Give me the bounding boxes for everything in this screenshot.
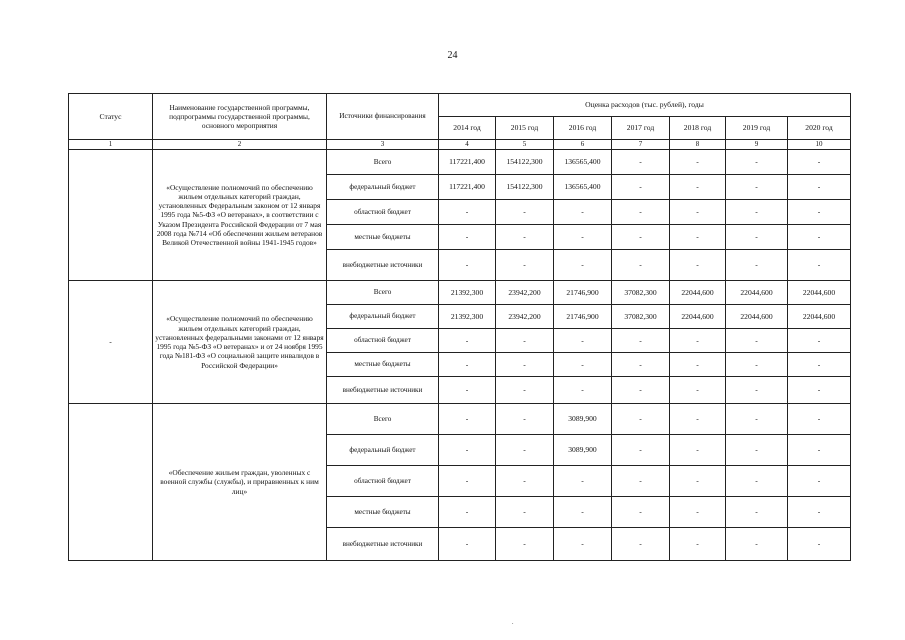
value-cell: - (554, 377, 612, 404)
funding-source-cell: внебюджетные источники (327, 528, 439, 561)
value-cell: - (612, 435, 670, 466)
value-cell: - (670, 175, 726, 200)
value-cell: 23942,200 (496, 305, 554, 329)
funding-source-cell: областной бюджет (327, 329, 439, 353)
table-row (69, 281, 851, 305)
header-name: Наименование государственной программы, подпрограммы государственной программы, основного мероприятия (153, 94, 327, 140)
program-name-cell: «Осуществление полномочий по обеспечению жильем отдельных категорий граждан, установленных Федеральным законом от 12 января 1995 года №5-ФЗ «О ветеранах», в соответствии с Указом Президента Российской Федерации от 7 мая 2008 года №714 «Об обеспечении жильем ветеранов Великой Отечественной войны 1941-1945 годов» (153, 150, 327, 281)
value-cell: - (554, 225, 612, 250)
value-cell: - (439, 250, 496, 281)
value-cell: - (670, 200, 726, 225)
value-cell: - (612, 466, 670, 497)
header-year: 2019 год (726, 117, 788, 140)
value-cell: 22044,600 (726, 305, 788, 329)
column-number: 6 (554, 140, 612, 150)
value-cell: 23942,200 (496, 281, 554, 305)
value-cell: - (726, 175, 788, 200)
value-cell: - (554, 200, 612, 225)
value-cell: - (554, 528, 612, 561)
value-cell: 117221,400 (439, 175, 496, 200)
value-cell: - (612, 353, 670, 377)
value-cell: - (788, 466, 851, 497)
value-cell: - (612, 329, 670, 353)
value-cell: - (439, 329, 496, 353)
value-cell: - (439, 528, 496, 561)
column-number: 10 (788, 140, 851, 150)
budget-table (68, 93, 851, 561)
value-cell: - (439, 200, 496, 225)
value-cell: - (788, 329, 851, 353)
column-number: 8 (670, 140, 726, 150)
table-row (69, 404, 851, 435)
value-cell: - (496, 250, 554, 281)
funding-source-cell: федеральный бюджет (327, 305, 439, 329)
value-cell: - (496, 497, 554, 528)
value-cell: - (670, 497, 726, 528)
funding-source-cell: внебюджетные источники (327, 377, 439, 404)
value-cell: 37082,300 (612, 305, 670, 329)
value-cell: - (439, 497, 496, 528)
value-cell: - (612, 404, 670, 435)
page-number: 24 (447, 50, 458, 61)
value-cell: - (612, 528, 670, 561)
value-cell: - (788, 175, 851, 200)
value-cell: - (726, 497, 788, 528)
value-cell: - (612, 250, 670, 281)
value-cell: - (496, 435, 554, 466)
value-cell: - (670, 528, 726, 561)
funding-source-cell: внебюджетные источники (327, 250, 439, 281)
value-cell: - (670, 225, 726, 250)
header-year: 2015 год (496, 117, 554, 140)
value-cell: - (726, 353, 788, 377)
value-cell: - (726, 466, 788, 497)
value-cell: - (670, 466, 726, 497)
value-cell: 3089,900 (554, 404, 612, 435)
value-cell: - (788, 150, 851, 175)
header-year: 2017 год (612, 117, 670, 140)
column-number: 5 (496, 140, 554, 150)
value-cell: - (670, 353, 726, 377)
status-cell (69, 150, 153, 281)
value-cell: - (788, 353, 851, 377)
program-name-cell: «Осуществление полномочий по обеспечению жильем отдельных категорий граждан, установленных федеральными законами от 12 января 1995 года №5-ФЗ «О ветеранах» и от 24 ноября 1995 года №181-ФЗ «О социальной защите инвалидов в Российской Федерации» (153, 281, 327, 404)
value-cell: - (439, 404, 496, 435)
header-year: 2016 год (554, 117, 612, 140)
value-cell: - (788, 404, 851, 435)
value-cell: - (726, 329, 788, 353)
value-cell: - (726, 150, 788, 175)
value-cell: - (496, 225, 554, 250)
funding-source-cell: федеральный бюджет (327, 435, 439, 466)
header-status: Статус (69, 94, 153, 140)
value-cell: - (670, 250, 726, 281)
value-cell: - (670, 435, 726, 466)
column-number: 2 (153, 140, 327, 150)
value-cell: 22044,600 (670, 281, 726, 305)
funding-source-cell: областной бюджет (327, 466, 439, 497)
value-cell: - (439, 435, 496, 466)
value-cell: - (496, 377, 554, 404)
value-cell: - (496, 353, 554, 377)
value-cell: - (439, 225, 496, 250)
value-cell: - (612, 497, 670, 528)
funding-source-cell: местные бюджеты (327, 353, 439, 377)
header-year: 2018 год (670, 117, 726, 140)
value-cell: 22044,600 (670, 305, 726, 329)
value-cell: - (496, 404, 554, 435)
value-cell: - (554, 250, 612, 281)
value-cell: - (670, 329, 726, 353)
value-cell: - (612, 377, 670, 404)
value-cell: 117221,400 (439, 150, 496, 175)
column-number: 7 (612, 140, 670, 150)
value-cell: 22044,600 (788, 305, 851, 329)
value-cell: - (726, 435, 788, 466)
value-cell: 154122,300 (496, 150, 554, 175)
value-cell: - (670, 404, 726, 435)
value-cell: - (670, 377, 726, 404)
value-cell: - (788, 377, 851, 404)
value-cell: - (788, 528, 851, 561)
header-year: 2020 год (788, 117, 851, 140)
stray-mark: . (512, 620, 514, 626)
value-cell: 136565,400 (554, 175, 612, 200)
value-cell: - (612, 175, 670, 200)
column-number: 3 (327, 140, 439, 150)
header-year: 2014 год (439, 117, 496, 140)
value-cell: - (554, 497, 612, 528)
value-cell: 22044,600 (788, 281, 851, 305)
value-cell: - (788, 225, 851, 250)
funding-source-cell: Всего (327, 150, 439, 175)
value-cell: - (670, 150, 726, 175)
value-cell: - (788, 497, 851, 528)
value-cell: 136565,400 (554, 150, 612, 175)
status-cell (69, 404, 153, 561)
program-name-cell: «Обеспечение жильем граждан, уволенных с военной службы (службы), и приравненных к ним лиц» (153, 404, 327, 561)
value-cell: 154122,300 (496, 175, 554, 200)
value-cell: - (726, 225, 788, 250)
value-cell: - (612, 225, 670, 250)
header-estimate: Оценка расходов (тыс. рублей), годы (439, 94, 851, 117)
value-cell: 21746,900 (554, 281, 612, 305)
funding-source-cell: местные бюджеты (327, 497, 439, 528)
value-cell: - (496, 329, 554, 353)
value-cell: 3089,900 (554, 435, 612, 466)
value-cell: - (439, 377, 496, 404)
funding-source-cell: местные бюджеты (327, 225, 439, 250)
value-cell: 21392,300 (439, 281, 496, 305)
value-cell: - (726, 404, 788, 435)
status-cell: - (69, 281, 153, 404)
table-row (69, 150, 851, 175)
column-number: 9 (726, 140, 788, 150)
value-cell: - (496, 200, 554, 225)
value-cell: 22044,600 (726, 281, 788, 305)
value-cell: - (612, 150, 670, 175)
value-cell: - (554, 329, 612, 353)
value-cell: - (439, 466, 496, 497)
value-cell: - (612, 200, 670, 225)
value-cell: 37082,300 (612, 281, 670, 305)
funding-source-cell: Всего (327, 281, 439, 305)
value-cell: - (496, 466, 554, 497)
column-number: 1 (69, 140, 153, 150)
value-cell: - (496, 528, 554, 561)
value-cell: - (726, 377, 788, 404)
value-cell: - (788, 250, 851, 281)
value-cell: - (554, 466, 612, 497)
value-cell: - (554, 353, 612, 377)
funding-source-cell: Всего (327, 404, 439, 435)
value-cell: - (788, 435, 851, 466)
value-cell: - (726, 250, 788, 281)
value-cell: - (788, 200, 851, 225)
header-sources: Источники финансирования (327, 94, 439, 140)
funding-source-cell: федеральный бюджет (327, 175, 439, 200)
value-cell: - (439, 353, 496, 377)
value-cell: 21392,300 (439, 305, 496, 329)
value-cell: - (726, 528, 788, 561)
funding-source-cell: областной бюджет (327, 200, 439, 225)
value-cell: - (726, 200, 788, 225)
column-number: 4 (439, 140, 496, 150)
value-cell: 21746,900 (554, 305, 612, 329)
